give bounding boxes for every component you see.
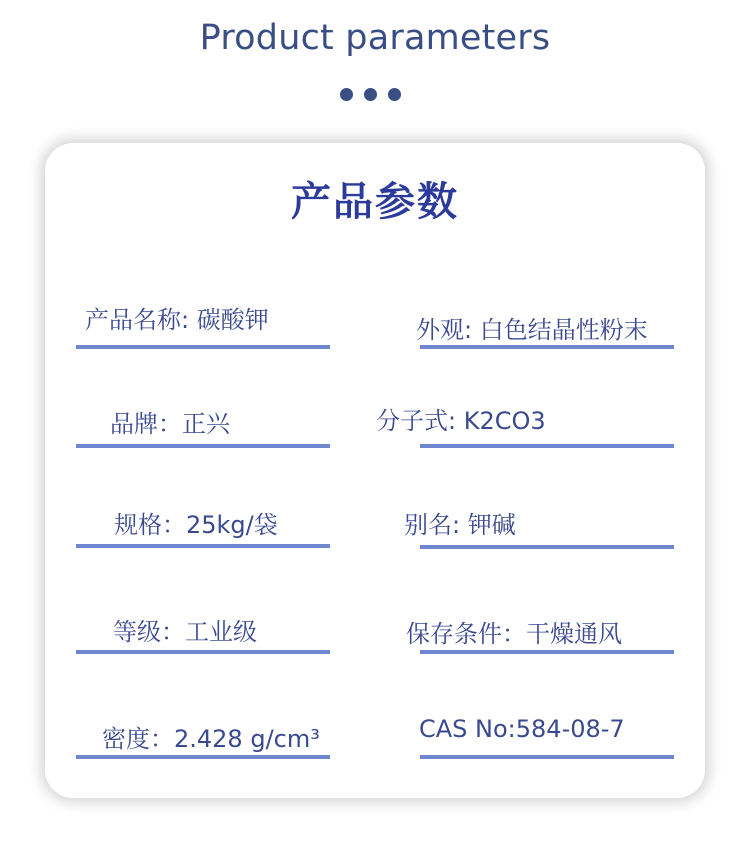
param-alias: 别名: 钾碱 [404, 511, 516, 539]
param-underline [420, 345, 674, 349]
param-underline [76, 345, 330, 349]
param-underline [420, 755, 674, 759]
param-underline [76, 650, 330, 654]
card-title: 产品参数 [291, 179, 459, 225]
parameters-card [45, 143, 705, 798]
param-formula: 分子式: K2CO3 [376, 407, 546, 435]
param-underline [420, 650, 674, 654]
param-underline [76, 444, 330, 448]
param-appearance: 外观: 白色结晶性粉末 [416, 316, 648, 344]
dots-decoration [340, 88, 410, 104]
dot-icon [340, 88, 353, 101]
param-underline [76, 755, 330, 759]
dot-icon [364, 88, 377, 101]
param-specification: 规格：25kg/袋 [114, 511, 278, 539]
param-underline [420, 545, 674, 549]
param-brand: 品牌：正兴 [110, 410, 230, 438]
param-product-name: 产品名称: 碳酸钾 [85, 306, 269, 334]
param-underline [420, 444, 674, 448]
param-cas-number: CAS No:584-08-7 [419, 715, 625, 743]
dot-icon [388, 88, 401, 101]
param-storage: 保存条件：干燥通风 [406, 620, 622, 648]
section-heading: Product parameters [199, 18, 551, 58]
param-grade: 等级：工业级 [113, 618, 257, 646]
param-density: 密度：2.428 g/cm³ [102, 725, 320, 753]
param-underline [76, 544, 330, 548]
